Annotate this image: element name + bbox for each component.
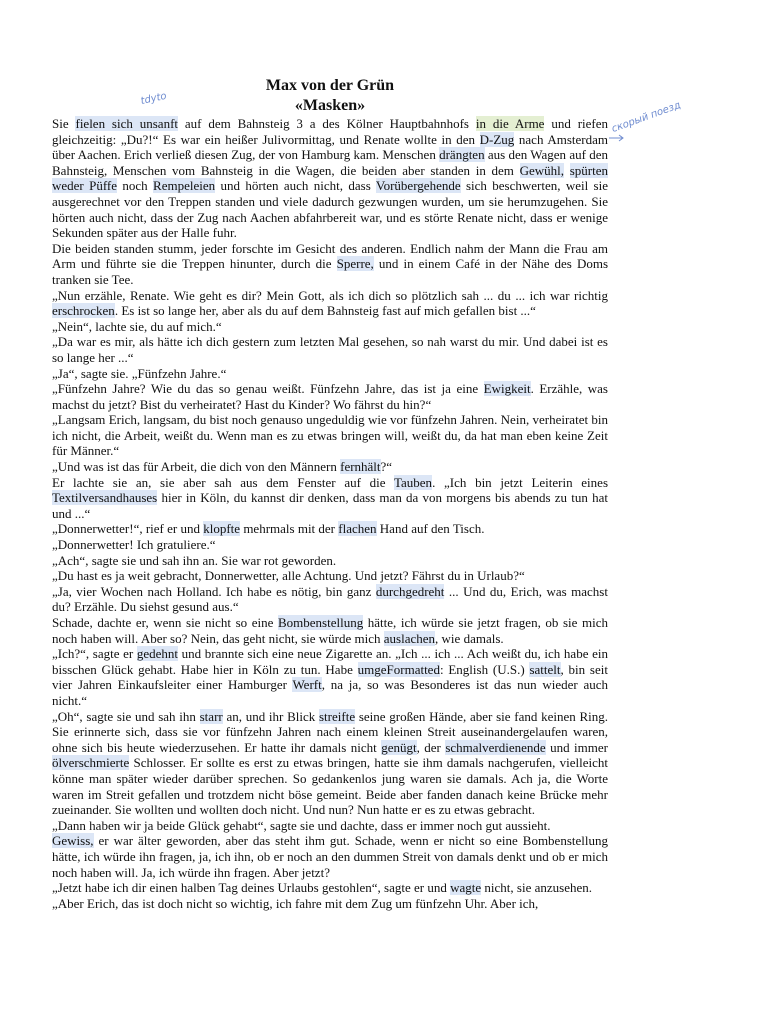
highlighted-text: spürten weder Püffe	[52, 162, 608, 194]
text-run: , bin seit vier Jahren Einkaufsleiter einer Hamburger	[52, 661, 608, 693]
highlighted-text: Gewühl,	[519, 162, 565, 178]
text-run: seine großen Hände, aber sie fand keinen Ring. Sie erinnerte sich, dass sie vor fünfzehn Jahren nach einem kleinen Streit auseinandergelaufen waren, ohne sich bis heute wiederzusehen. Er hatte ihr damals nicht	[52, 708, 608, 755]
text-run: Hand auf den Tisch.	[376, 521, 485, 537]
highlighted-text: klopfte	[203, 521, 241, 537]
text-run: . Erzähle, was machst du jetzt? Bist du verheiratet? Hast du Kinder? Wo fährst du hin?“	[52, 381, 608, 412]
text-run: nicht, sie anzusehen.	[481, 880, 592, 896]
highlighted-text: drängten	[439, 147, 485, 163]
text-run: ... Und du, Erich, was machst du? Erzähle. Du siehst gesund aus.“	[52, 583, 608, 615]
text-run: „Nein“, lachte sie, du auf mich.“	[52, 318, 222, 334]
highlighted-text: Ewigkeit	[483, 381, 531, 397]
highlighted-text: Rempeleien	[153, 178, 216, 194]
highlighted-text: in die Arme	[475, 116, 545, 131]
paragraph	[52, 381, 608, 412]
handwritten-note-top: tdyto	[139, 90, 168, 107]
text-run: und riefen gleichzeitig: „Du?!“ Es war ein heißer Julivormittag, und Renate wollte in den	[52, 116, 608, 147]
text-run: „Oh“, sagte sie und sah ihn	[52, 708, 200, 724]
paragraph	[52, 521, 608, 537]
text-run: , na ja, so was Besonderes ist das nun wieder auch nicht.“	[52, 677, 608, 708]
text-run: „Du hast es ja weit gebracht, Donnerwetter, alle Achtung. Und jetzt? Fährst du in Urlaub?“	[52, 568, 525, 584]
highlighted-text: umgeFormatted	[357, 661, 440, 677]
text-run: „Ja, vier Wochen nach Holland. Ich habe es nötig, bin ganz	[52, 583, 376, 599]
paragraph	[52, 241, 608, 288]
paragraph	[52, 833, 608, 880]
highlighted-text: Bombenstellung	[277, 615, 364, 630]
text-run: mehrmals mit der	[240, 521, 339, 537]
highlighted-text: Textilversandhauses	[52, 490, 158, 506]
author-heading: Max von der Grün	[265, 77, 395, 94]
text-run: ?“	[380, 459, 393, 475]
highlighted-text: Gewiss,	[52, 833, 94, 849]
paragraph	[52, 116, 608, 241]
text-run: und hörten auch nicht, dass	[215, 178, 376, 194]
paragraph	[52, 412, 608, 459]
paragraph	[52, 896, 608, 912]
text-run: und brannte sich eine neue Zigarette an. „Ich ... ich ... Ach weißt du, ich habe ein bisschen Glück gehabt. Habe hier in Köln zu tun. Habe	[52, 646, 608, 677]
text-run: nach Amsterdam über Aachen. Erich verließ diesen Zug, der von Hamburg kam. Menschen	[52, 131, 608, 163]
text-run: und immer	[545, 739, 608, 755]
handwritten-note-right: скорый поезд	[610, 99, 683, 135]
highlighted-text: durchgedreht	[375, 583, 445, 599]
highlighted-text: Werft	[292, 677, 322, 693]
highlighted-text: sattelt	[529, 661, 561, 677]
text-run: „Da war es mir, als hätte ich dich gestern zum letzten Mal gesehen, so nah warst du mir. Und dabei ist es so lange her ...“	[52, 334, 608, 365]
highlighted-text: starr	[199, 708, 223, 724]
paragraph	[52, 334, 608, 365]
paragraph	[52, 584, 608, 615]
highlighted-text: Sperre,	[336, 256, 374, 272]
highlighted-text: flachen	[338, 521, 377, 537]
text-run: „Nun erzähle, Renate. Wie geht es dir? Mein Gott, als ich dich so plötzlich sah ... du ... ich war richtig	[52, 287, 608, 303]
highlighted-text: wagte	[450, 880, 482, 896]
highlighted-text: ölverschmierte	[52, 755, 130, 771]
text-run: . Es ist so lange her, aber als du auf dem Bahnsteig fast auf mich gefallen bist ...“	[114, 303, 536, 319]
text-run: „Fünfzehn Jahre? Wie du das so genau weißt. Fünfzehn Jahre, das ist ja eine	[52, 381, 484, 397]
text-run: aus den Wagen auf den Bahnsteig, Menschen vom Bahnsteig in die Wagen, die beiden aber standen in dem	[52, 147, 608, 178]
text-run: : English (U.S.)	[439, 661, 530, 677]
text-run: sich beschwerten, weil sie ausgerechnet vor den Treppen standen und viele dadurch gezwungen wurden, um sie herumzugehen. Sie hörten auch nicht, dass der Zug nach Aachen abfahrbereit war, und es störte Renate nicht, dass er wenige Sekunden später aus der Halle fuhr.	[52, 178, 609, 241]
paragraph	[52, 646, 608, 708]
highlighted-text: fernhält	[340, 459, 381, 475]
text-run: „Und was ist das für Arbeit, die dich von den Männern	[52, 459, 341, 475]
highlighted-text: D-Zug	[479, 131, 515, 147]
text-run: , wie damals.	[435, 630, 504, 646]
highlighted-text: erschrocken	[52, 303, 115, 319]
text-run: „Jetzt habe ich dir einen halben Tag deines Urlaubs gestohlen“, sagte er und	[52, 880, 451, 896]
text-run: „Aber Erich, das ist doch nicht so wichtig, ich fahre mit dem Zug um fünfzehn Uhr. Aber ich,	[52, 895, 539, 911]
text-run: Schade, dachte er, wenn sie nicht so eine	[52, 615, 278, 630]
text-run: „Dann haben wir ja beide Glück gehabt“, sagte sie und dachte, dass er immer noch gut aussieht.	[52, 817, 551, 833]
text-run: . „Ich bin jetzt Leiterin eines	[432, 474, 608, 490]
text-run: Sie	[52, 116, 76, 131]
text-run: noch	[117, 178, 154, 194]
paragraph	[52, 366, 608, 382]
paragraph	[52, 818, 608, 834]
text-run: er war älter geworden, aber das steht ihm gut. Schade, wenn er nicht so eine Bombenstellung hätte, ich würde ihn fragen, ja, ich ihn, ob er noch an den dummen Streit von damals denkt und ob er mich noch haben will. Ja, ich würde ihn fragen. Aber jetzt?	[52, 833, 608, 880]
text-run: hier in Köln, du kannst dir denken, dass man da von morgens bis abends zu tun hat und ...“	[52, 490, 608, 521]
highlighted-text: streifte	[319, 708, 356, 724]
text-run: auf dem Bahnsteig 3 a des Kölner Hauptbahnhofs	[178, 116, 476, 131]
paragraph	[52, 880, 608, 896]
paragraph	[52, 459, 608, 475]
paragraph	[52, 709, 608, 818]
text-run: hätte, ich würde sie jetzt fragen, ob sie mich noch haben will. Aber so? Nein, das geht nicht, sie würde mich	[52, 615, 608, 646]
text-run: und in einem Café in der Nähe des Doms tranken sie Tee.	[52, 256, 608, 287]
arrow-icon	[609, 134, 625, 142]
paragraph	[52, 568, 608, 584]
text-run: „Langsam Erich, langsam, du bist noch genauso ungeduldig wie vor fünfzehn Jahren. Nein, verheiratet bin ich nicht, die Arbeit, weißt du. Wenn man es zu etwas bringen will, weißt du, da hat man eben keine Zeit für Männer.“	[52, 412, 608, 459]
text-run: „Donnerwetter! Ich gratuliere.“	[52, 537, 216, 553]
highlighted-text: fielen sich unsanft	[75, 116, 179, 131]
paragraph	[52, 615, 608, 646]
highlighted-text: gedehnt	[136, 646, 179, 662]
paragraph	[52, 319, 608, 335]
text-run	[564, 163, 570, 178]
highlighted-text: Vorübergehende	[375, 178, 461, 194]
text-run: „Ja“, sagte sie. „Fünfzehn Jahre.“	[52, 365, 227, 381]
text-run: „Donnerwetter!“, rief er und	[52, 521, 204, 537]
highlighted-text: auslachen	[383, 630, 436, 646]
text-run: , der	[416, 739, 446, 755]
highlighted-text: genügt	[381, 739, 417, 755]
text-run: „Ich?“, sagte er	[52, 646, 137, 662]
paragraph	[52, 288, 608, 319]
story-body	[52, 116, 608, 911]
text-run: Die beiden standen stumm, jeder forschte im Gesicht des anderen. Endlich nahm der Mann die Frau am Arm und führte sie die Treppen hinunter, durch die	[52, 240, 608, 272]
highlighted-text: Tauben	[393, 474, 433, 490]
paragraph	[52, 537, 608, 553]
text-run: Schlosser. Er sollte es erst zu etwas bringen, hatte sie ihm damals nachgerufen, vielleicht könne man später wieder darüber sprechen. So gedankenlos jung waren sie damals. Ach ja, die Worte waren im Streit gefallen und trotzdem nicht böse gemeint. Beide aber fanden danach keine Brücke mehr zueinander. Sie wollten und wollten doch nicht. Und nun? Nun hatte er es zu etwas gebracht.	[52, 755, 608, 818]
text-run: an, und ihr Blick	[222, 708, 319, 724]
text-run: „Ach“, sagte sie und sah ihn an. Sie war rot geworden.	[52, 552, 337, 568]
story-title: «Masken»	[294, 97, 366, 114]
paragraph	[52, 475, 608, 522]
highlighted-text: schmalverdienende	[445, 739, 546, 755]
paragraph	[52, 553, 608, 569]
text-run: Er lachte sie an, sie aber sah aus dem Fenster auf die	[52, 474, 394, 490]
